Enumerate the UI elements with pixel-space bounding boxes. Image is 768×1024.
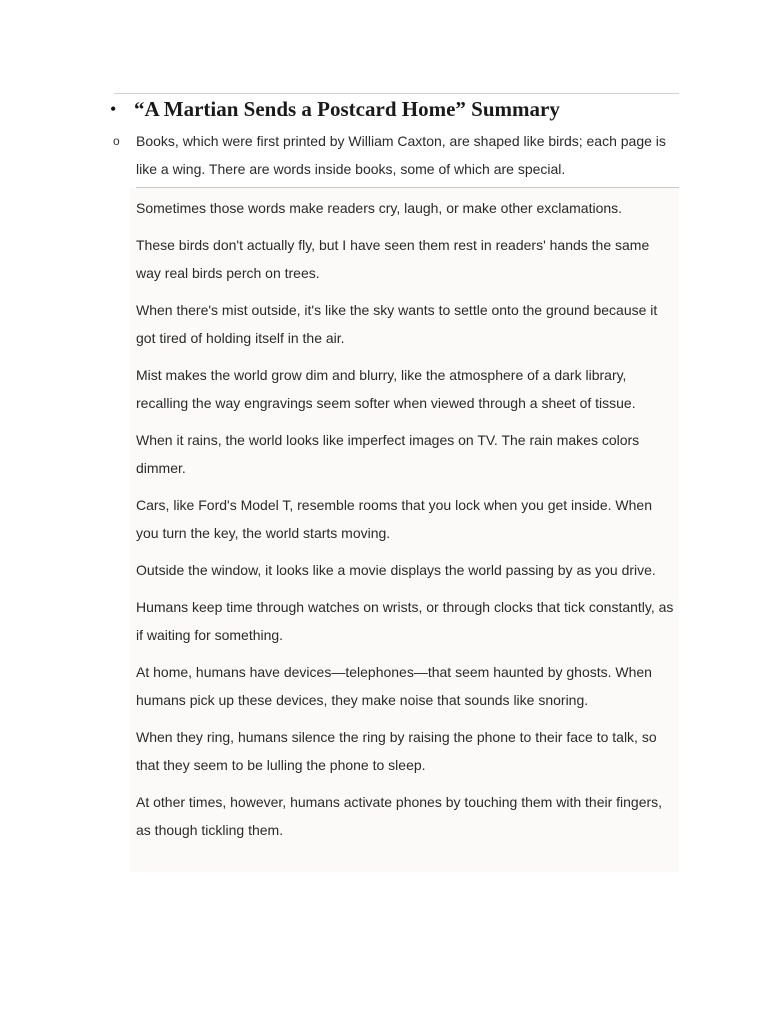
sub-bullet-icon: o	[113, 134, 120, 148]
paragraph: At home, humans have devices—telephones—that seem haunted by ghosts. When humans pick up these devices, they make noise that sounds like snoring.	[136, 664, 652, 708]
page-title: “A Martian Sends a Postcard Home” Summary	[134, 97, 560, 121]
paragraph: Cars, like Ford's Model T, resemble rooms that you lock when you get inside. When you turn the key, the world starts moving.	[136, 497, 652, 541]
intro-paragraph: Books, which were first printed by William Caxton, are shaped like birds; each page is like a wing. There are words inside books, some of which are special.	[136, 133, 666, 177]
paragraph: When there's mist outside, it's like the sky wants to settle onto the ground because it got tired of holding itself in the air.	[136, 302, 658, 346]
paragraph: When they ring, humans silence the ring by raising the phone to their face to talk, so that they seem to be lulling the phone to sleep.	[136, 729, 657, 773]
paragraph: Outside the window, it looks like a movie displays the world passing by as you drive.	[136, 562, 656, 578]
paragraph: Sometimes those words make readers cry, laugh, or make other exclamations.	[136, 200, 623, 216]
paragraph: Humans keep time through watches on wrists, or through clocks that tick constantly, as if waiting for something.	[136, 599, 674, 643]
paragraph: These birds don't actually fly, but I have seen them rest in readers' hands the same way real birds perch on trees.	[136, 237, 650, 281]
paragraph: Mist makes the world grow dim and blurry, like the atmosphere of a dark library, recalling the way engravings seem softer when viewed through a sheet of tissue.	[136, 367, 636, 411]
paragraph: At other times, however, humans activate phones by touching them with their fingers, as though tickling them.	[136, 794, 663, 838]
paragraph: When it rains, the world looks like imperfect images on TV. The rain makes colors dimmer.	[136, 432, 640, 476]
title-list-item	[110, 95, 680, 125]
top-divider	[114, 93, 679, 94]
bullet-icon: •	[110, 99, 117, 119]
summary-paragraphs	[136, 194, 676, 853]
